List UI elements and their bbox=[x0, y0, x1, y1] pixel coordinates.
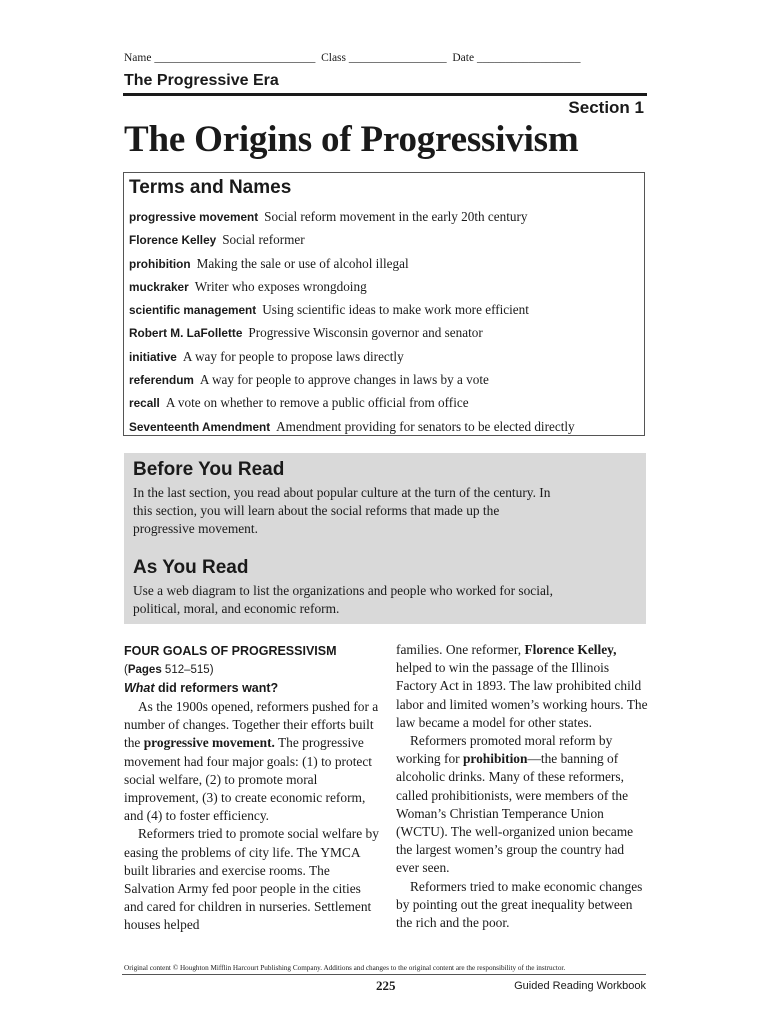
before-you-read-text: In the last section, you read about popular culture at the turn of the century. In this section, you will learn about the social reforms that made up the progressive movement. bbox=[133, 485, 551, 537]
term-item bbox=[129, 395, 575, 418]
before-you-read-heading: Before You Read bbox=[133, 459, 285, 480]
focus-question-rest: did reformers want? bbox=[154, 681, 279, 695]
name-class-date-line: Name ____________________________ Class _________________ Date __________________ bbox=[124, 52, 581, 64]
paragraph: Reformers promoted moral reform by working for prohibition—the banning of alcoholic drinks. Many of these reformers, called prohibitionists, were members of the Woman’s Christian Temperance Union (WCTU). The well-organized union became the largest women’s group the country had ever seen. bbox=[396, 733, 634, 876]
term-item bbox=[129, 256, 575, 279]
as-you-read-text: Use a web diagram to list the organizations and people who worked for social, political, moral, and economic reform. bbox=[133, 583, 553, 617]
page-reference-open: ( bbox=[124, 664, 128, 676]
footer-rule bbox=[122, 974, 646, 975]
as-you-read-heading: As You Read bbox=[133, 557, 249, 578]
term-definition: Progressive Wisconsin governor and senator bbox=[248, 325, 483, 341]
body-column-right bbox=[396, 641, 648, 932]
paragraph: Reformers tried to promote social welfare by easing the problems of city life. The YMCA built libraries and exercise rooms. The Salvation Army fed poor people in the cities and cared for children in nurseries. Settlement houses helped bbox=[124, 826, 379, 933]
focus-question bbox=[124, 679, 380, 698]
term-item bbox=[129, 372, 575, 395]
term-name: progressive movement bbox=[129, 210, 259, 224]
term-item bbox=[129, 209, 575, 232]
term-name: recall bbox=[129, 396, 160, 411]
term-item bbox=[129, 419, 575, 442]
key-term: Florence Kelley, bbox=[524, 642, 617, 657]
term-definition: A vote on whether to remove a public official from office bbox=[165, 395, 469, 411]
section-heading: FOUR GOALS OF PROGRESSIVISM bbox=[124, 644, 337, 658]
term-definition: Amendment providing for senators to be elected directly bbox=[276, 418, 575, 434]
body-column-left bbox=[124, 641, 380, 935]
term-definition: A way for people to propose laws directly bbox=[182, 348, 404, 364]
page-reference-range: 512–515) bbox=[161, 664, 214, 676]
term-item bbox=[129, 232, 575, 255]
copyright-notice: Original content © Houghton Mifflin Harcourt Publishing Company. Additions and changes to the original content are the responsibility of the instructor. bbox=[124, 964, 566, 972]
term-name: muckraker bbox=[129, 279, 189, 294]
key-term: progressive movement. bbox=[143, 735, 275, 751]
terms-list bbox=[129, 209, 575, 442]
term-name: initiative bbox=[129, 349, 177, 364]
term-name: Robert M. LaFollette bbox=[129, 326, 243, 341]
paragraph: families. One reformer, Florence Kelley, helped to win the passage of the Illinois Factory Act in 1893. The law prohibited child labor and limited women’s working hours. The law became a model for other states. bbox=[396, 642, 648, 730]
paragraph: As the 1900s opened, reformers pushed for a number of changes. Together their efforts built the progressive movement. The progressive movement had four major goals: (1) to protect social welfare, (2) to promote moral improvement, (3) to create economic reform, and (4) to foster efficiency. bbox=[124, 699, 379, 824]
terms-heading: Terms and Names bbox=[129, 177, 292, 198]
term-item bbox=[129, 349, 575, 372]
reading-guide-box bbox=[124, 453, 646, 624]
workbook-title: Guided Reading Workbook bbox=[514, 980, 646, 992]
term-item bbox=[129, 279, 575, 302]
page-reference-label: Pages bbox=[127, 664, 162, 676]
term-definition: Writer who exposes wrongdoing bbox=[194, 278, 367, 294]
term-name: scientific management bbox=[129, 303, 257, 318]
section-label: Section 1 bbox=[568, 98, 644, 117]
term-definition: A way for people to approve changes in laws by a vote bbox=[199, 372, 489, 388]
term-definition: Using scientific ideas to make work more efficient bbox=[262, 302, 529, 318]
term-name: referendum bbox=[129, 373, 194, 388]
terms-and-names-box bbox=[123, 172, 645, 436]
term-name: prohibition bbox=[129, 256, 191, 271]
term-name: Florence Kelley bbox=[129, 233, 217, 248]
term-definition: Social reformer bbox=[222, 232, 305, 248]
page-title: The Origins of Progressivism bbox=[124, 119, 579, 160]
term-definition: Social reform movement in the early 20th century bbox=[264, 209, 528, 224]
header-rule bbox=[123, 93, 647, 96]
paragraph: Reformers tried to make economic changes by pointing out the great inequality between the rich and the poor. bbox=[396, 878, 643, 931]
page-number: 225 bbox=[376, 978, 396, 993]
unit-title: The Progressive Era bbox=[124, 72, 279, 89]
focus-question-what: What bbox=[124, 681, 155, 695]
term-item bbox=[129, 325, 575, 348]
page-reference bbox=[124, 661, 380, 679]
key-term: prohibition bbox=[462, 751, 528, 767]
term-definition: Making the sale or use of alcohol illegal bbox=[196, 255, 409, 271]
term-item bbox=[129, 302, 575, 325]
term-name: Seventeenth Amendment bbox=[129, 419, 271, 434]
